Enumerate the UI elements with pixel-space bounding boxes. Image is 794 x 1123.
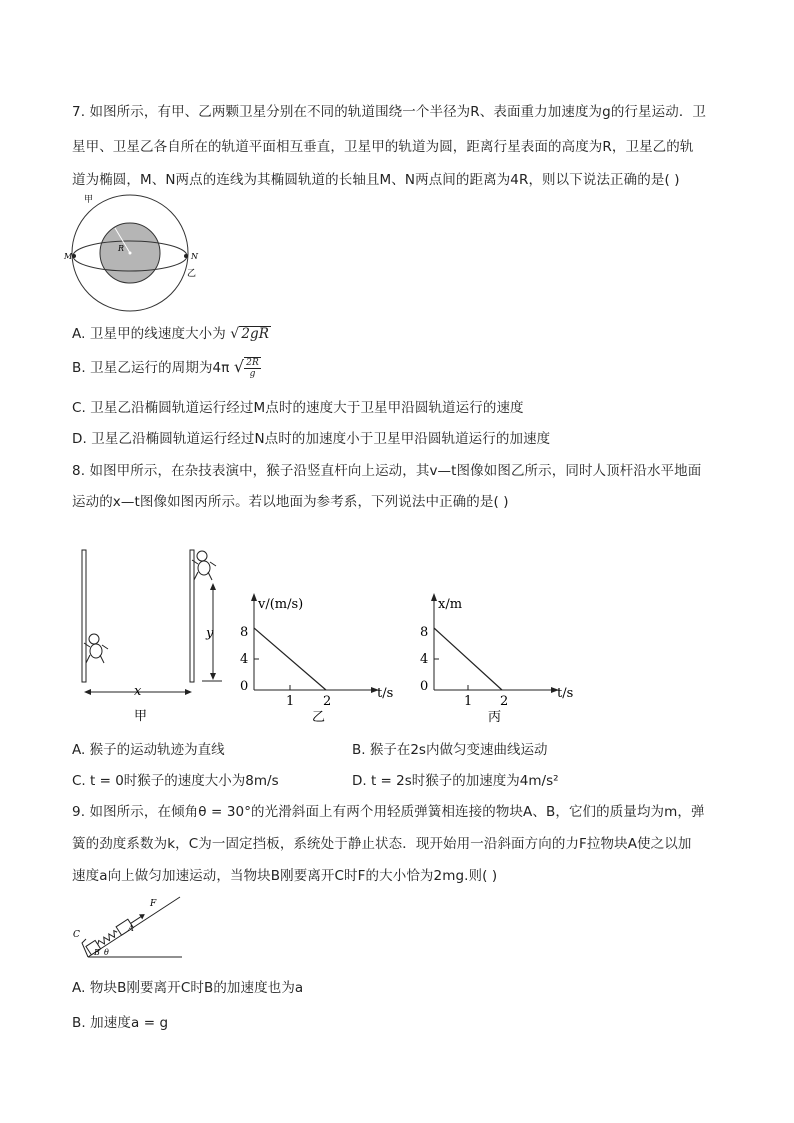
label-R: R — [118, 244, 125, 253]
q7-stem-line2: 星甲、卫星乙各自所在的轨道平面相互垂直，卫星甲的轨道为圆，距离行星表面的高度为R，卫星乙的轨 — [72, 139, 694, 155]
label-B: B — [94, 948, 100, 957]
q9-incline-figure — [70, 893, 200, 963]
monkey-top-icon — [192, 551, 216, 580]
q7-orbit-figure — [62, 190, 222, 315]
caption-yi: 乙 — [312, 710, 326, 725]
caption-bing: 丙 — [488, 710, 502, 725]
ytick-4: 4 — [240, 652, 249, 667]
ytick-0: 0 — [420, 679, 429, 694]
q8-stem-line2: 运动的x—t图像如图丙所示。若以地面为参考系，下列说法中正确的是( ) — [72, 494, 509, 510]
q7-stem-line3: 道为椭圆，M、N两点的连线为其椭圆轨道的长轴且M、N两点间的距离为4R，则以下说法正确的是( ) — [72, 172, 680, 188]
q8-option-b[interactable]: B. 猴子在2s内做匀变速曲线运动 — [352, 742, 548, 758]
pole-left — [82, 550, 86, 682]
v-t-line — [254, 628, 326, 690]
y-axis-label: v/(m/s) — [258, 597, 304, 612]
label-M: M — [64, 252, 73, 261]
x-axis-label: t/s — [557, 686, 574, 701]
q9-stem-line1: 9. 如图所示，在倾角θ = 30°的光滑斜面上有两个用轻质弹簧相连接的物块A、B，它们的质量均为m，弹 — [72, 804, 705, 820]
ytick-8: 8 — [420, 625, 429, 640]
q7-stem-line1: 7. 如图所示，有甲、乙两颗卫星分别在不同的轨道围绕一个半径为R、表面重力加速度为g的行星运动．卫 — [72, 104, 707, 120]
y-axis-label: x/m — [438, 597, 463, 612]
label-x: x — [134, 684, 142, 699]
label-N: N — [191, 252, 198, 261]
ytick-8: 8 — [240, 625, 249, 640]
q8-chart-bing — [412, 590, 582, 725]
q8-figure-jia — [72, 545, 232, 725]
caption-jia: 甲 — [134, 709, 148, 724]
pole-right — [190, 550, 194, 682]
q9-option-b[interactable]: B. 加速度a = g — [72, 1015, 169, 1031]
point-M — [72, 254, 76, 258]
xtick-1: 1 — [286, 694, 295, 709]
monkey-bottom-icon — [84, 634, 108, 663]
ytick-4: 4 — [420, 652, 429, 667]
label-F: F — [150, 899, 157, 909]
xtick-2: 2 — [323, 694, 332, 709]
label-yi: 乙 — [187, 269, 197, 279]
xtick-2: 2 — [500, 694, 509, 709]
label-jia: 甲 — [84, 195, 94, 205]
label-C: C — [73, 930, 80, 940]
x-axis-label: t/s — [377, 686, 394, 701]
point-N — [184, 254, 188, 258]
sqrt-2gR: 2gR — [241, 326, 270, 342]
q7-option-a[interactable]: A. 卫星甲的线速度大小为 √ 2gR — [72, 326, 270, 342]
ytick-0: 0 — [240, 679, 249, 694]
q7-option-b[interactable]: B. 卫星乙运行的周期为4π √ $\frac{2R}{g}$ — [72, 357, 259, 379]
q9-stem-line2: 簧的劲度系数为k，C为一固定挡板，系统处于静止状态．现开始用一沿斜面方向的力F拉物块A使之以加 — [72, 836, 692, 852]
q8-option-d[interactable]: D. t = 2s时猴子的加速度为4m/s² — [352, 773, 559, 789]
q7-option-c[interactable]: C. 卫星乙沿椭圆轨道运行经过M点时的速度大于卫星甲沿圆轨道运行的速度 — [72, 400, 524, 416]
q8-option-c[interactable]: C. t = 0时猴子的速度大小为8m/s — [72, 773, 279, 789]
label-A: A — [128, 924, 134, 933]
label-y: y — [206, 626, 214, 641]
q9-stem-line3: 速度a向上做匀加速运动，当物块B刚要离开C时F的大小恰为2mg.则( ) — [72, 868, 498, 884]
q8-stem-line1: 8. 如图甲所示，在杂技表演中，猴子沿竖直杆向上运动，其v—t图像如图乙所示，同时人顶杆沿水平地面 — [72, 463, 702, 479]
q8-option-a[interactable]: A. 猴子的运动轨迹为直线 — [72, 742, 225, 758]
x-t-line — [434, 628, 502, 690]
incline — [88, 897, 180, 957]
q8-chart-yi — [232, 590, 402, 725]
xtick-1: 1 — [464, 694, 473, 709]
q9-option-a[interactable]: A. 物块B刚要离开C时B的加速度也为a — [72, 980, 304, 996]
q7-option-d[interactable]: D. 卫星乙沿椭圆轨道运行经过N点时的加速度小于卫星甲沿圆轨道运行的加速度 — [72, 431, 551, 447]
label-theta: θ — [104, 948, 109, 957]
